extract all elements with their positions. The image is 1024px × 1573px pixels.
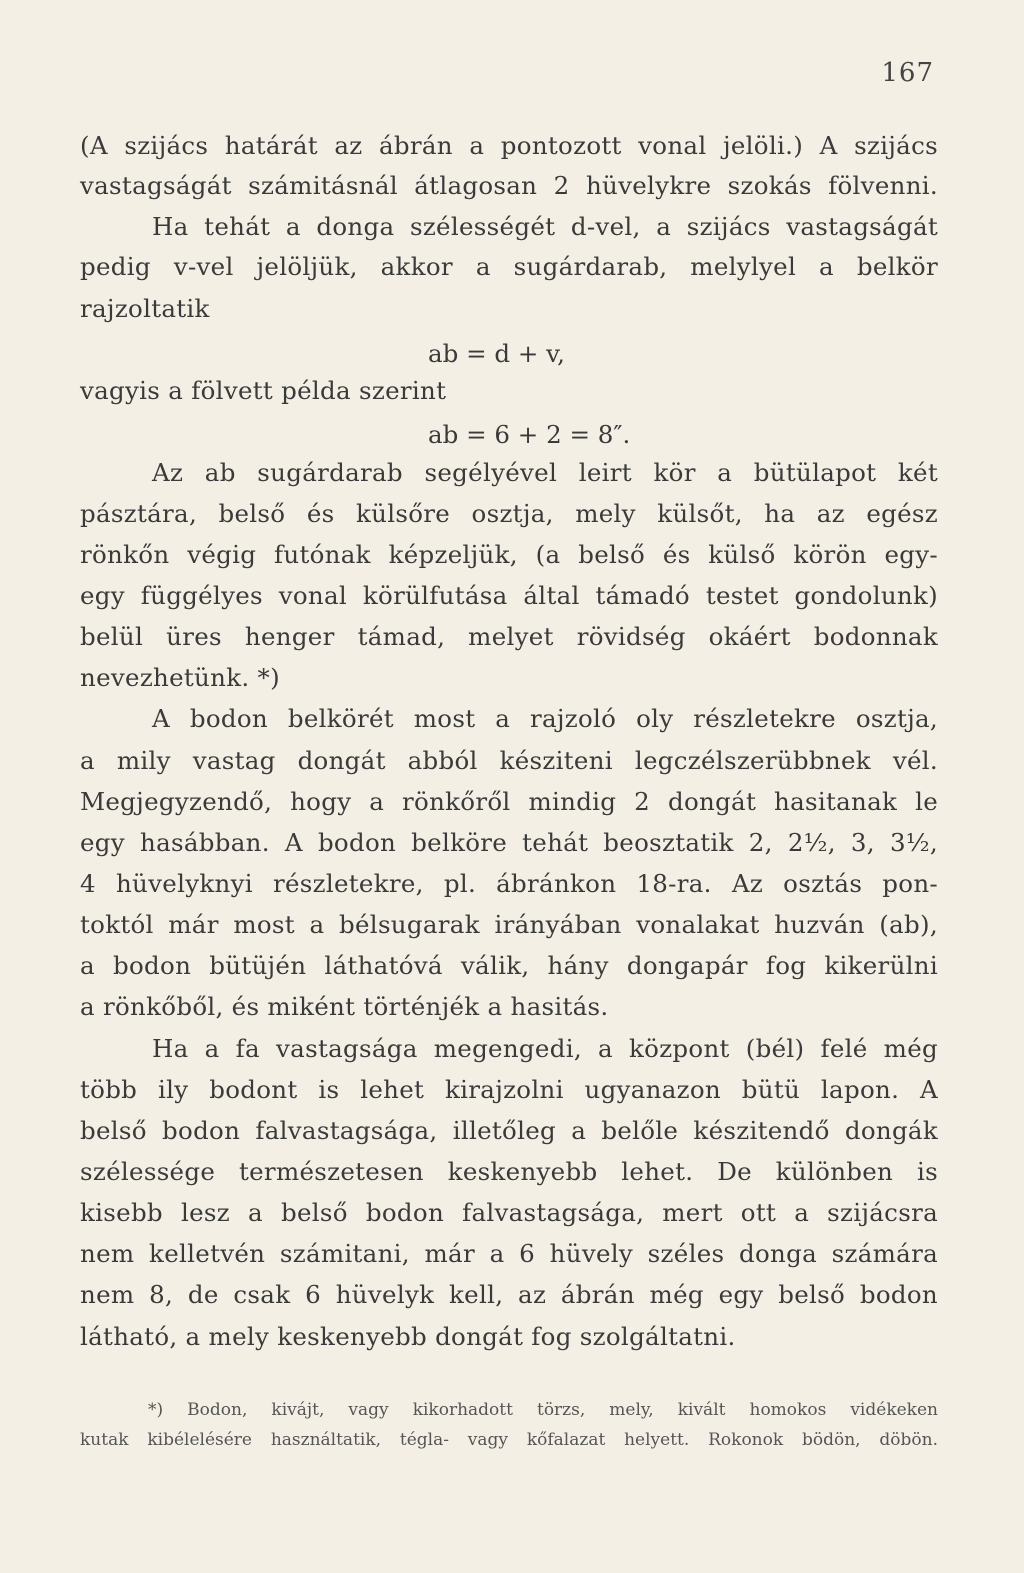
text-line: Megjegyzendő, hogy a rönkőről mindig 2 dongát hasitanak le	[80, 787, 938, 816]
page-number: 167	[881, 58, 934, 88]
text-line: A bodon belkörét most a rajzoló oly részletekre osztja,	[152, 704, 938, 733]
text-line: 4 hüvelyknyi részletekre, pl. ábránkon 18-ra. Az osztás pon-	[80, 869, 938, 898]
text-line: (A szijács határát az ábrán a pontozott vonal jelöli.) A szijács	[80, 131, 938, 160]
text-line: nevezhetünk. *)	[80, 663, 280, 692]
text-line: vastagságát számitásnál átlagosan 2 hüvelykre szokás fölvenni.	[80, 171, 938, 200]
text-line: nem kelletvén számitani, már a 6 hüvely széles donga számára	[80, 1239, 938, 1268]
text-line: több ily bodont is lehet kirajzolni ugyanazon bütü lapon. A	[80, 1075, 938, 1104]
text-line: pedig v-vel jelöljük, akkor a sugárdarab, melylyel a belkör	[80, 252, 938, 281]
text-line: pásztára, belső és külsőre osztja, mely külsőt, ha az egész	[80, 499, 938, 528]
footnote-line: *) Bodon, kivájt, vagy kikorhadott törzs, mely, kivált homokos vidékeken	[148, 1400, 938, 1420]
footnote-line: kutak kibélelésére használtatik, tégla- vagy kőfalazat helyett. Rokonok bödön, döbön.	[80, 1430, 938, 1450]
text-line: látható, a mely keskenyebb dongát fog szolgáltatni.	[80, 1322, 736, 1351]
text-line: Ha tehát a donga szélességét d-vel, a szijács vastagságát	[152, 212, 938, 241]
text-line: rajzoltatik	[80, 294, 210, 323]
text-line: egy hasábban. A bodon belköre tehát beosztatik 2, 2½, 3, 3½,	[80, 828, 938, 857]
text-line: szélessége természetesen keskenyebb lehet. De különben is	[80, 1157, 938, 1186]
text-line: a mily vastag dongát abból késziteni legczélszerübbnek vél.	[80, 746, 938, 775]
text-line: egy függélyes vonal körülfutása által támadó testet gondolunk)	[80, 581, 938, 610]
text-line: a rönkőből, és miként történjék a hasitás.	[80, 992, 609, 1021]
text-line: rönkőn végig futónak képzeljük, (a belső és külső körön egy-	[80, 540, 938, 569]
text-line: vagyis a fölvett példa szerint	[80, 376, 447, 405]
text-line: belső bodon falvastagsága, illetőleg a belőle készitendő dongák	[80, 1116, 938, 1145]
text-line: nem 8, de csak 6 hüvelyk kell, az ábrán még egy belső bodon	[80, 1280, 938, 1309]
text-line: toktól már most a bélsugarak irányában vonalakat huzván (ab),	[80, 910, 938, 939]
equation-ab-dv: ab = d + v,	[428, 339, 565, 368]
text-line: Ha a fa vastagsága megengedi, a központ (bél) felé még	[152, 1034, 938, 1063]
text-line: a bodon bütüjén láthatóvá válik, hány dongapár fog kikerülni	[80, 951, 938, 980]
text-line: belül üres henger támad, melyet rövidség okáért bodonnak	[80, 622, 938, 651]
text-line: Az ab sugárdarab segélyével leirt kör a bütülapot két	[152, 458, 938, 487]
text-line: kisebb lesz a belső bodon falvastagsága, mert ott a szijácsra	[80, 1198, 938, 1227]
equation-ab-value: ab = 6 + 2 = 8″.	[428, 420, 631, 449]
